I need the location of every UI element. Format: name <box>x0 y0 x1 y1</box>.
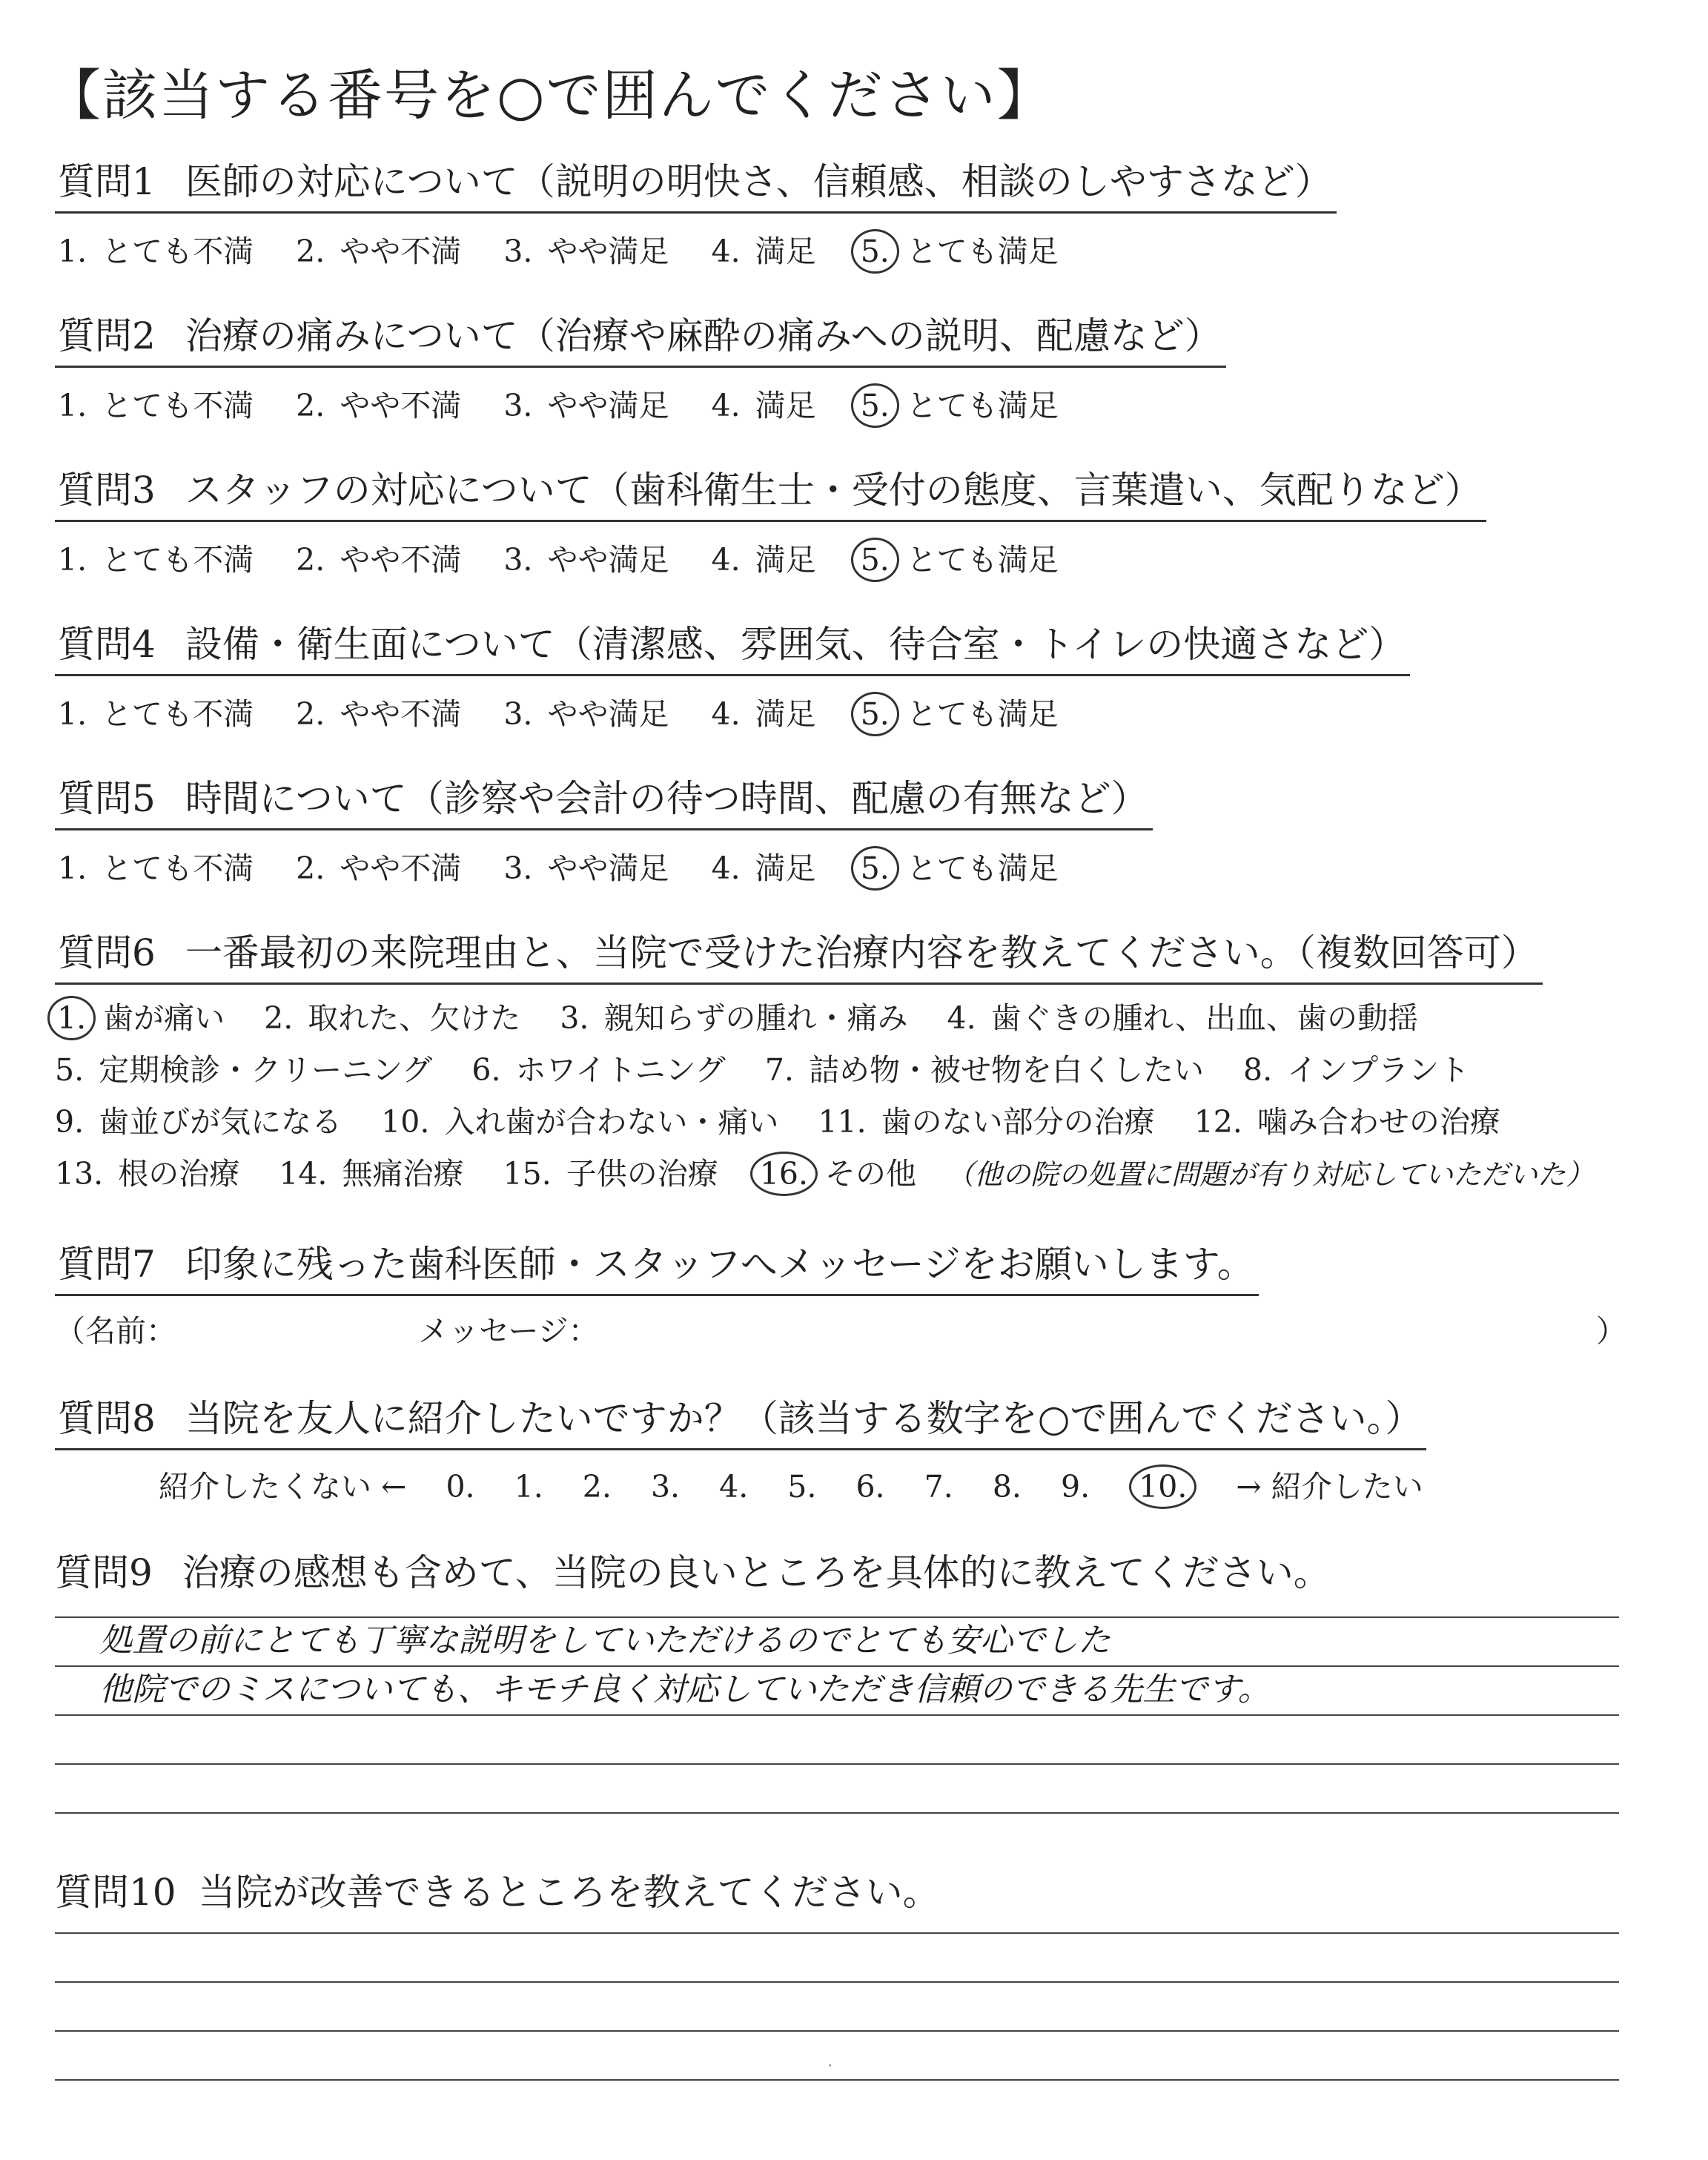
scale-left-label: 紹介したくない ← <box>159 1469 407 1505</box>
q1-option-4-label: 満足 <box>755 234 816 269</box>
q6-option-16-selected[interactable] <box>758 1148 916 1200</box>
question-4-title-wrap <box>55 615 1410 676</box>
q3-option-3-label: やや満足 <box>547 542 669 578</box>
q6-option-11-num: 11. <box>818 1104 867 1140</box>
q4-option-4-label: 満足 <box>755 696 816 732</box>
question-3 <box>55 460 1486 582</box>
q3-option-2[interactable] <box>296 535 461 579</box>
q4-option-4-num: 4. <box>711 696 741 732</box>
question-3-title-wrap <box>55 460 1486 522</box>
question-2-options <box>58 381 1226 428</box>
question-7 <box>55 1235 1626 1350</box>
q6-option-9-num: 9. <box>55 1104 85 1140</box>
question-6-title: 一番最初の来院理由と、当院で受けた治療内容を教えてください。（複数回答可） <box>185 931 1538 974</box>
q2-option-2-num: 2. <box>296 388 325 423</box>
q2-option-3-label: やや満足 <box>547 388 669 423</box>
q1-option-5-label: とても満足 <box>906 234 1059 269</box>
scale-9[interactable]: 9. <box>1060 1469 1090 1505</box>
q3-option-1[interactable] <box>58 535 254 579</box>
question-4-options <box>58 690 1410 736</box>
question-6-options <box>55 992 1594 1200</box>
question-9-title: 治療の感想も含めて、当院の良いところを具体的に教えてください。 <box>182 1551 1331 1594</box>
answer-rule <box>55 1671 1619 1716</box>
q6-other-handwritten: （他の院の処置に問題が有り対応していただいた） <box>946 1158 1595 1191</box>
question-1-title: 医師の対応について（説明の明快さ、信頼感、相談のしやすさなど） <box>185 160 1332 203</box>
q6-option-5-label: 定期検診・クリーニング <box>99 1052 433 1088</box>
question-10-title: 当院が改善できるところを教えてください。 <box>198 1871 940 1914</box>
q1-option-2-label: やや不満 <box>340 234 462 269</box>
q3-option-3-num: 3. <box>503 542 533 578</box>
question-1-title-wrap <box>55 152 1337 214</box>
q6-option-7-num: 7. <box>764 1052 794 1088</box>
q5-option-2[interactable] <box>296 844 461 888</box>
answer-rule <box>55 2030 1619 2032</box>
question-1-options <box>58 227 1337 274</box>
q6-option-1-label: 歯が痛い <box>103 1000 225 1036</box>
q3-option-5-selected[interactable] <box>858 535 1059 582</box>
question-4-number: 質問4 <box>58 623 156 666</box>
question-8 <box>55 1389 1453 1509</box>
q6-option-7[interactable] <box>765 1044 1204 1096</box>
q6-option-1-selected[interactable] <box>55 992 225 1044</box>
q6-option-3[interactable] <box>560 992 907 1044</box>
q2-option-5-label: とても満足 <box>906 388 1059 423</box>
q6-option-2-label: 取れた、欠けた <box>308 1000 521 1036</box>
q4-option-5-selected[interactable] <box>858 690 1059 736</box>
q2-option-3-num: 3. <box>503 388 533 423</box>
q6-option-13-label: 根の治療 <box>118 1156 240 1192</box>
question-5-title: 時間について（診察や会計の待つ時間、配慮の有無など） <box>185 777 1148 820</box>
question-4 <box>55 615 1410 736</box>
q5-option-1-num: 1. <box>58 851 87 886</box>
scale-2[interactable]: 2. <box>582 1469 612 1505</box>
question-8-title: 当院を友人に紹介したいですか？（該当する数字を○で囲んでください。） <box>185 1397 1423 1440</box>
q1-option-3-label: やや満足 <box>547 234 669 269</box>
q5-option-1-label: とても不満 <box>102 851 254 886</box>
q6-option-15-num: 15. <box>503 1156 552 1192</box>
q6-option-14[interactable] <box>279 1148 463 1200</box>
question-10-number: 質問10 <box>55 1871 176 1914</box>
question-1-number: 質問1 <box>58 160 156 203</box>
question-7-title: 印象に残った歯科医師・スタッフへメッセージをお願いします。 <box>185 1243 1254 1286</box>
q6-option-6[interactable] <box>471 1044 725 1096</box>
scale-10-selected[interactable]: 10. <box>1129 1464 1196 1509</box>
q6-option-3-label: 親知らずの腫れ・痛み <box>603 1000 908 1036</box>
q1-option-2-num: 2. <box>296 234 325 269</box>
q1-option-4[interactable] <box>712 227 816 271</box>
q2-option-5-selected[interactable] <box>858 381 1059 428</box>
question-8-scale <box>159 1462 1453 1509</box>
q2-option-4-label: 満足 <box>755 388 816 423</box>
question-7-message-row <box>55 1307 1626 1350</box>
scale-right-label: → 紹介したい <box>1236 1469 1423 1505</box>
q6-option-6-num: 6. <box>471 1052 501 1088</box>
answer-rule <box>55 1932 1619 1934</box>
q6-option-1-num: 1. <box>47 996 96 1040</box>
q6-option-15[interactable] <box>503 1148 718 1200</box>
scale-4[interactable]: 4. <box>719 1469 749 1505</box>
q5-option-2-label: やや不満 <box>340 851 462 886</box>
q6-option-14-num: 14. <box>279 1156 328 1192</box>
question-9-title-wrap <box>55 1543 1331 1596</box>
scale-5[interactable]: 5. <box>787 1469 817 1505</box>
q1-option-5-num: 5. <box>851 229 899 274</box>
q6-option-12-label: 噛み合わせの治療 <box>1257 1104 1500 1140</box>
q5-option-3-num: 3. <box>503 851 533 886</box>
q6-row-4 <box>55 1148 1594 1200</box>
q4-option-2-label: やや不満 <box>340 696 462 732</box>
q3-option-2-num: 2. <box>296 542 325 578</box>
q6-option-13-num: 13. <box>55 1156 104 1192</box>
q4-option-3[interactable] <box>503 690 669 733</box>
q4-option-5-label: とても満足 <box>906 696 1059 732</box>
question-8-title-wrap <box>55 1389 1426 1450</box>
q6-option-3-num: 3. <box>560 1000 589 1036</box>
question-3-title: スタッフの対応について（歯科衛生士・受付の態度、言葉遣い、気配りなど） <box>185 469 1482 512</box>
scale-0[interactable]: 0. <box>446 1469 475 1505</box>
q6-option-8[interactable] <box>1243 1044 1469 1096</box>
question-7-number: 質問7 <box>58 1243 156 1286</box>
question-5-title-wrap <box>55 769 1153 830</box>
q2-option-2[interactable] <box>296 381 461 425</box>
q6-row-2 <box>55 1044 1594 1096</box>
q6-option-11-label: 歯のない部分の治療 <box>881 1104 1155 1140</box>
scale-8[interactable]: 8. <box>992 1469 1022 1505</box>
q4-option-3-num: 3. <box>503 696 533 732</box>
q1-option-2[interactable] <box>296 227 461 271</box>
q6-option-2[interactable] <box>264 992 520 1044</box>
q6-option-5-num: 5. <box>55 1052 85 1088</box>
q6-option-8-label: インプラント <box>1287 1052 1470 1088</box>
message-close-paren: ） <box>1596 1313 1626 1349</box>
question-5-number: 質問5 <box>58 777 156 820</box>
q6-option-4-num: 4. <box>947 1000 976 1036</box>
q4-option-2[interactable] <box>296 690 461 733</box>
q2-option-4-num: 4. <box>711 388 741 423</box>
question-5-options <box>58 844 1153 891</box>
q4-option-5-num: 5. <box>851 692 899 736</box>
q6-option-13[interactable] <box>55 1148 239 1200</box>
q9-answer-line-1: 処置の前にとても丁寧な説明をしていただけるのでとても安心でした <box>99 1622 1110 1659</box>
answer-rule <box>55 1812 1619 1814</box>
q2-option-2-label: やや不満 <box>340 388 462 423</box>
question-8-number: 質問8 <box>58 1397 156 1440</box>
answer-rule <box>55 1981 1619 1983</box>
q3-option-2-label: やや不満 <box>340 542 462 578</box>
q1-option-1-label: とても不満 <box>102 234 254 269</box>
q6-option-12[interactable] <box>1194 1096 1500 1148</box>
q6-option-2-num: 2. <box>264 1000 294 1036</box>
q5-option-3[interactable] <box>503 844 669 888</box>
q9-answer-line-2: 他院でのミスについても、キモチ良く対応していただき信頼のできる先生です。 <box>99 1671 1271 1708</box>
q5-option-4[interactable] <box>712 844 816 888</box>
q6-option-7-label: 詰め物・被せ物を白くしたい <box>808 1052 1204 1088</box>
q4-option-1-num: 1. <box>58 696 87 732</box>
q6-option-5[interactable] <box>55 1044 432 1096</box>
answer-rule <box>55 2079 1619 2081</box>
q5-option-4-num: 4. <box>711 851 741 886</box>
q6-option-14-label: 無痛治療 <box>342 1156 464 1192</box>
q6-option-16-num: 16. <box>750 1152 818 1196</box>
question-2 <box>55 306 1226 428</box>
q5-option-3-label: やや満足 <box>547 851 669 886</box>
q5-option-4-label: 満足 <box>755 851 816 886</box>
q6-option-10[interactable] <box>381 1096 778 1148</box>
question-9 <box>55 1543 1331 1596</box>
q3-option-5-num: 5. <box>851 538 899 582</box>
question-2-number: 質問2 <box>58 314 156 357</box>
q6-option-8-num: 8. <box>1243 1052 1273 1088</box>
q1-option-3[interactable] <box>503 227 669 271</box>
question-10 <box>55 1863 940 1916</box>
question-1 <box>55 152 1337 274</box>
q1-option-4-num: 4. <box>711 234 741 269</box>
message-label: メッセージ： <box>418 1313 599 1349</box>
q6-option-15-label: 子供の治療 <box>566 1156 718 1192</box>
answer-rule <box>55 1763 1619 1765</box>
q2-option-1-num: 1. <box>58 388 87 423</box>
q6-option-16-label: その他 <box>825 1156 917 1192</box>
q4-option-3-label: やや満足 <box>547 696 669 732</box>
question-6 <box>55 923 1594 1200</box>
q3-option-1-label: とても不満 <box>102 542 254 578</box>
question-9-answer-lines[interactable] <box>55 1616 1619 1861</box>
question-6-title-wrap <box>55 923 1543 985</box>
q6-row-3 <box>55 1096 1594 1148</box>
question-3-number: 質問3 <box>58 469 156 512</box>
q5-option-5-label: とても満足 <box>906 851 1059 886</box>
q2-option-3[interactable] <box>503 381 669 425</box>
q5-option-2-num: 2. <box>296 851 325 886</box>
name-label: （名前： <box>55 1313 176 1349</box>
q2-option-1[interactable] <box>58 381 254 425</box>
question-4-title: 設備・衛生面について（清潔感、雰囲気、待合室・トイレの快適さなど） <box>185 623 1406 666</box>
q3-option-1-num: 1. <box>58 542 87 578</box>
question-2-title-wrap <box>55 306 1226 368</box>
scale-3[interactable]: 3. <box>650 1469 681 1505</box>
q6-option-12-num: 12. <box>1194 1104 1242 1140</box>
scale-6[interactable]: 6. <box>855 1469 885 1505</box>
q5-option-1[interactable] <box>58 844 254 888</box>
q6-option-9[interactable] <box>55 1096 342 1148</box>
q2-option-4[interactable] <box>712 381 816 425</box>
q6-row-1 <box>55 992 1594 1044</box>
q4-option-1-label: とても不満 <box>102 696 254 732</box>
scale-7[interactable]: 7. <box>924 1469 953 1505</box>
q4-option-4[interactable] <box>712 690 816 733</box>
q2-option-5-num: 5. <box>851 383 899 428</box>
q6-option-4-label: 歯ぐきの腫れ、出血、歯の動揺 <box>990 1000 1419 1036</box>
q6-option-4[interactable] <box>947 992 1419 1044</box>
question-9-number: 質問9 <box>55 1551 153 1594</box>
scan-speck <box>829 2064 831 2067</box>
scale-1[interactable]: 1. <box>514 1469 543 1505</box>
q3-option-4-label: 満足 <box>755 542 816 578</box>
question-10-answer-lines[interactable] <box>55 1932 1619 2128</box>
question-3-options <box>58 535 1486 582</box>
q6-option-6-label: ホワイトニング <box>515 1052 726 1088</box>
q6-option-11[interactable] <box>818 1096 1154 1148</box>
question-2-title: 治療の痛みについて（治療や麻酔の痛みへの説明、配慮など） <box>185 314 1222 357</box>
q1-option-1-num: 1. <box>58 234 87 269</box>
q3-option-4[interactable] <box>712 535 816 579</box>
q5-option-5-selected[interactable] <box>858 844 1059 891</box>
q6-option-10-num: 10. <box>381 1104 430 1140</box>
question-5 <box>55 769 1153 891</box>
q1-option-5-selected[interactable] <box>858 227 1059 274</box>
q3-option-4-num: 4. <box>711 542 741 578</box>
page-title: 【該当する番号を○で囲んでください】 <box>46 64 1053 128</box>
question-10-title-wrap <box>55 1863 940 1916</box>
q1-option-3-num: 3. <box>503 234 533 269</box>
q3-option-3[interactable] <box>503 535 669 579</box>
q4-option-1[interactable] <box>58 690 254 733</box>
q5-option-5-num: 5. <box>851 846 899 891</box>
q6-option-9-label: 歯並びが気になる <box>99 1104 342 1140</box>
question-7-title-wrap <box>55 1235 1259 1296</box>
q4-option-2-num: 2. <box>296 696 325 732</box>
question-6-number: 質問6 <box>58 931 156 974</box>
q6-option-10-label: 入れ歯が合わない・痛い <box>444 1104 779 1140</box>
q3-option-5-label: とても満足 <box>906 542 1059 578</box>
q1-option-1[interactable] <box>58 227 254 271</box>
q2-option-1-label: とても不満 <box>102 388 254 423</box>
